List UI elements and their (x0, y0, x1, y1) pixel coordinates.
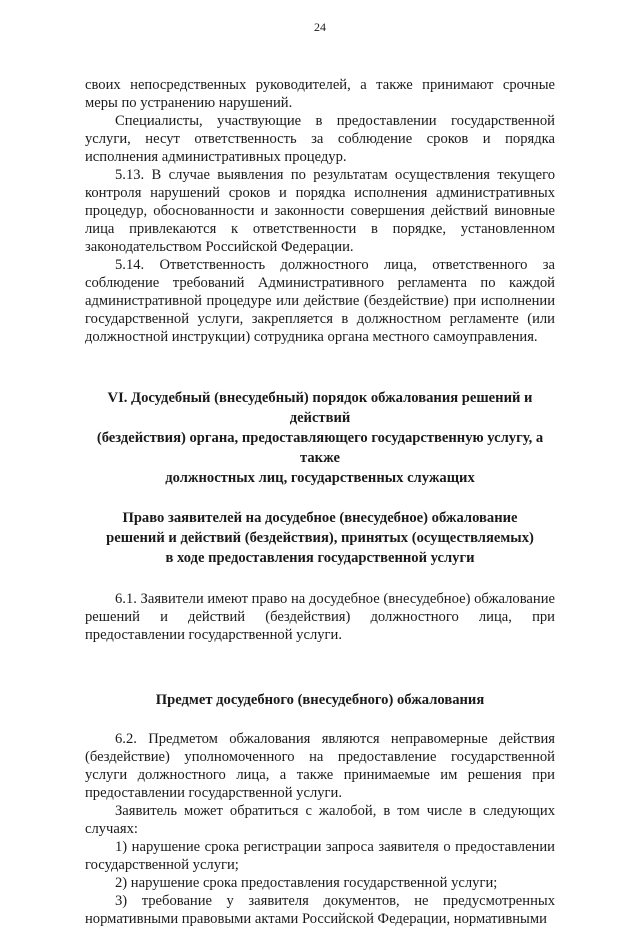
paragraph-5-13: 5.13. В случае выявления по результатам осуществления текущего контроля нарушений сроков и порядка исполнения административных процедур, обоснованности и законности совершения действий виновные лица привлекаются к ответственности в порядке, установленном законодательством Российской Федерации. (85, 167, 555, 255)
paragraph-6-1: 6.1. Заявители имеют право на досудебное (внесудебное) обжалование решений и действий (бездействия) должностного лица, при предоставлении государственной услуги. (85, 591, 555, 643)
spacer (85, 346, 555, 388)
list-item-case-3: 3) требование у заявителя документов, не предусмотренных нормативными правовыми актами Российской Федерации, нормативными (85, 893, 555, 927)
section-6-heading-line: должностных лиц, государственных служащих (165, 470, 475, 486)
subheading-rights-line: Право заявителей на досудебное (внесудебное) обжалование (122, 510, 518, 526)
spacer (85, 710, 555, 730)
document-body (85, 76, 555, 928)
spacer (85, 488, 555, 508)
section-6-heading (85, 388, 555, 488)
paragraph-applicant: Заявитель может обратиться с жалобой, в том числе в следующих случаях: (85, 803, 555, 837)
subheading-rights (85, 508, 555, 568)
section-6-heading-line: (бездействия) органа, предоставляющего государственную услугу, а также (96, 430, 544, 466)
page-number: 24 (314, 20, 326, 34)
paragraph-specialists: Специалисты, участвующие в предоставлении государственной услуги, несут ответственность за соблюдение сроков и порядка исполнения административных процедур. (85, 113, 555, 165)
section-6-heading-line: VI. Досудебный (внесудебный) порядок обжалования решений и действий (107, 390, 533, 426)
list-item-case-2: 2) нарушение срока предоставления государственной услуги; (115, 875, 498, 891)
list-item-case-1: 1) нарушение срока регистрации запроса заявителя о предоставлении государственной услуги; (85, 839, 555, 873)
subheading-rights-line: в ходе предоставления государственной услуги (165, 550, 475, 566)
paragraph-6-2: 6.2. Предметом обжалования являются неправомерные действия (бездействие) уполномоченного на предоставление государственной услуги должностного лица, а также принимаемые им решения при предоставлении государственной услуги. (85, 731, 555, 801)
paragraph-continuation: своих непосредственных руководителей, а также принимают срочные меры по устранению нарушений. (85, 77, 555, 111)
paragraph-5-14: 5.14. Ответственность должностного лица, ответственного за соблюдение требований Административного регламента по каждой административной процедуре или действие (бездействие) при исполнении государственной услуги, закрепляется в должностном регламенте (или должностной инструкции) сотрудника органа местного самоуправления. (85, 257, 555, 345)
spacer (85, 644, 555, 690)
subheading-subject: Предмет досудебного (внесудебного) обжалования (155, 692, 485, 708)
spacer (85, 568, 555, 590)
subheading-rights-line: решений и действий (бездействия), принятых (осуществляемых) (106, 530, 534, 546)
